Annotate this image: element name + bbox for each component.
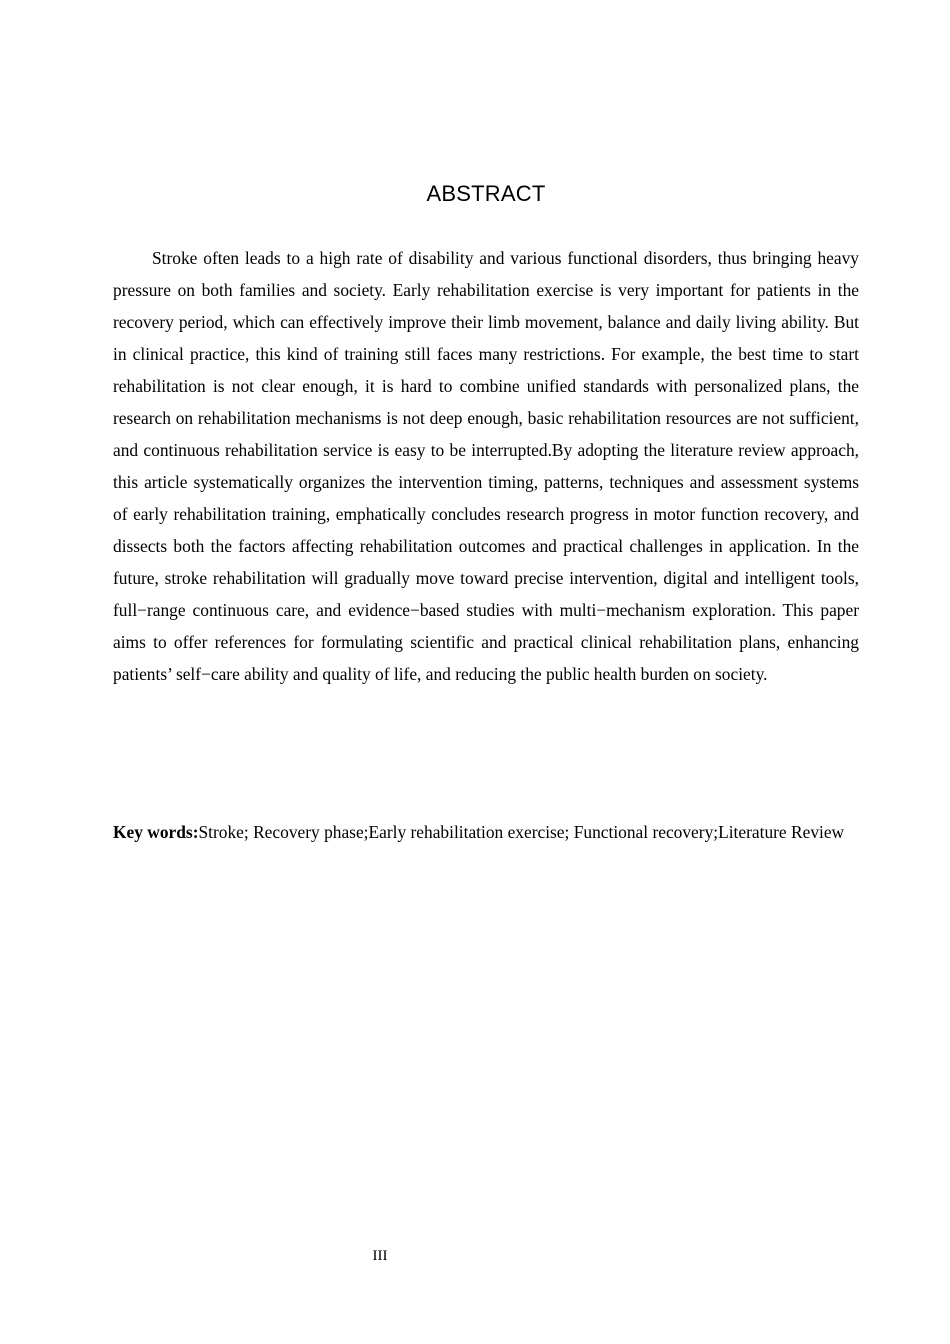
abstract-heading: ABSTRACT (426, 181, 546, 206)
keywords-label: Key words: (113, 822, 199, 842)
abstract-paragraph: Stroke often leads to a high rate of disability and various functional disorders, thus bringing heavy pressure on both families and society. Early rehabilitation exercise is very important for patients in the recovery period, which can effectively improve their limb movement, balance and daily living ability. But in clinical practice, this kind of training still faces many restrictions. For example, the best time to start rehabilitation is not clear enough, it is hard to combine unified standards with personalized plans, the research on rehabilitation mechanisms is not deep enough, basic rehabilitation resources are not sufficient, and continuous rehabilitation service is easy to be interrupted.By adopting the literature review approach, this article systematically organizes the intervention timing, patterns, techniques and assessment systems of early rehabilitation training, emphatically concludes research progress in motor function recovery, and dissects both the factors affecting rehabilitation outcomes and practical challenges in application. In the future, stroke rehabilitation will gradually move toward precise intervention, digital and intelligent tools, full−range continuous care, and evidence−based studies with multi−mechanism exploration. This paper aims to offer references for formulating scientific and practical clinical rehabilitation plans, enhancing patients’ self−care ability and quality of life, and reducing the public health burden on society. (113, 248, 859, 684)
keywords-text: Stroke; Recovery phase;Early rehabilitation exercise; Functional recovery;Literature Review (198, 822, 845, 842)
page-number: III (372, 1248, 388, 1264)
keywords-line (113, 816, 859, 848)
